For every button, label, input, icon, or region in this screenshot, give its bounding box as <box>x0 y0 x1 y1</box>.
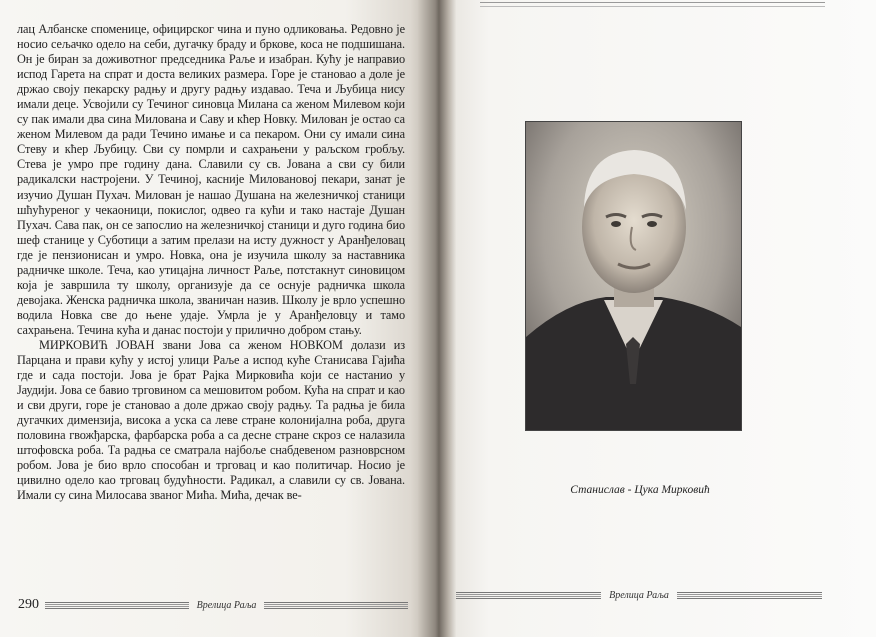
portrait-illustration <box>526 122 741 430</box>
header-rule-right-page <box>480 2 825 7</box>
footer-rule-left-right-page <box>456 592 601 599</box>
right-page-footer <box>456 588 822 602</box>
footer-rule-right-right-page <box>677 592 822 599</box>
running-title-right: Врелица Раља <box>609 589 669 601</box>
left-page-footer <box>18 597 408 613</box>
photo-caption: Станислав - Цука Мирковић <box>570 484 710 496</box>
paragraph-2: МИРКОВИЋ ЈОВАН звани Јова са женом НОВКОМ долази из Парцана и прави кућу у истој улици Раље а испод куће Станисава Гајића где и сада постоји. Јова је брат Рајка Мирковића који се настанио у Јаудији. Јова се бавио трговином са мешовитом робом. Кућа на спрат и као и сви други, горе је становао а доле држао своју радњу. Та радња је била дугачких димензија, висока а уска са леве стране колонијална роба, друга половина гвожђарска, фарбарска роба а са десне стране скроз се налазила штофовска роба. Та радња се сматрала најбоље снабдевеном разноврсном робом. Јова је био врло способан и трговац и као политичар. Носио је цивилно одело као трговац будућности. Радикал, а славили су св. Јована. Имали су сина Милосава званог Мића. Мића, дечак ве- <box>17 337 405 503</box>
book-gutter <box>418 0 456 637</box>
portrait-photo <box>525 121 742 431</box>
footer-rule-left <box>45 602 189 609</box>
running-title-left: Врелица Раља <box>196 599 257 611</box>
left-page-text <box>17 22 405 504</box>
paragraph-1: лац Албанске споменице, официрског чина и пуно одликовања. Редовно је носио сељачко одело на себи, дугачку браду и бркове, коса не подшишана. Он је биран за доживотног председника Раље и изабран. Кућу је направио испод Гарета на спрат и доста великих размера. Горе је становао а доле је држао своју пекарску радњу и другу радњу издавао. Теча и Љубица нису имали деце. Усвојили су Течиног синовца Милана са женом Милевом који су пак имали два сина Милована и Саву и кћер Новку. Милован је остао са женом Милевом да ради Течино имање и са пекаром. Они су имали сина Стеву и кћер Љубицу. Сви су помрли и сахрањени у раљском гробљу. Стева је умро пре годину дана. Славили су св. Јована а сви су били радикалски настројени. У Течиној, касније Миловановој пекари, занат је изучио Душан Пухач. Милован је нашао Душана на железничкој станици шћућуреног у чекаоници, покислог, одвео га кући и тако настаје Душан Пухач. Сава пак, он се запослио на железничкој станици и дуго година био шеф станице у Суботици а затим прелази на исту дужност у Аранђеловац где је пензионисан и умро. Новка, она је изучила школу за наставника радничке школе. Теча, као утицајна личност Раље, потстакнут синовицом која је завршила ту школу, организује да се оснује радничка школа девојака. Женска радничка школа, званичан назив. Школу је врло успешно водила Новка све до њене удаје. Умрла је у Аранђеловцу и тамо сахрањена. Течина кућа и данас постоји у прилично добром стању. <box>17 22 405 337</box>
page-number: 290 <box>18 597 39 612</box>
footer-rule-right <box>264 602 408 609</box>
